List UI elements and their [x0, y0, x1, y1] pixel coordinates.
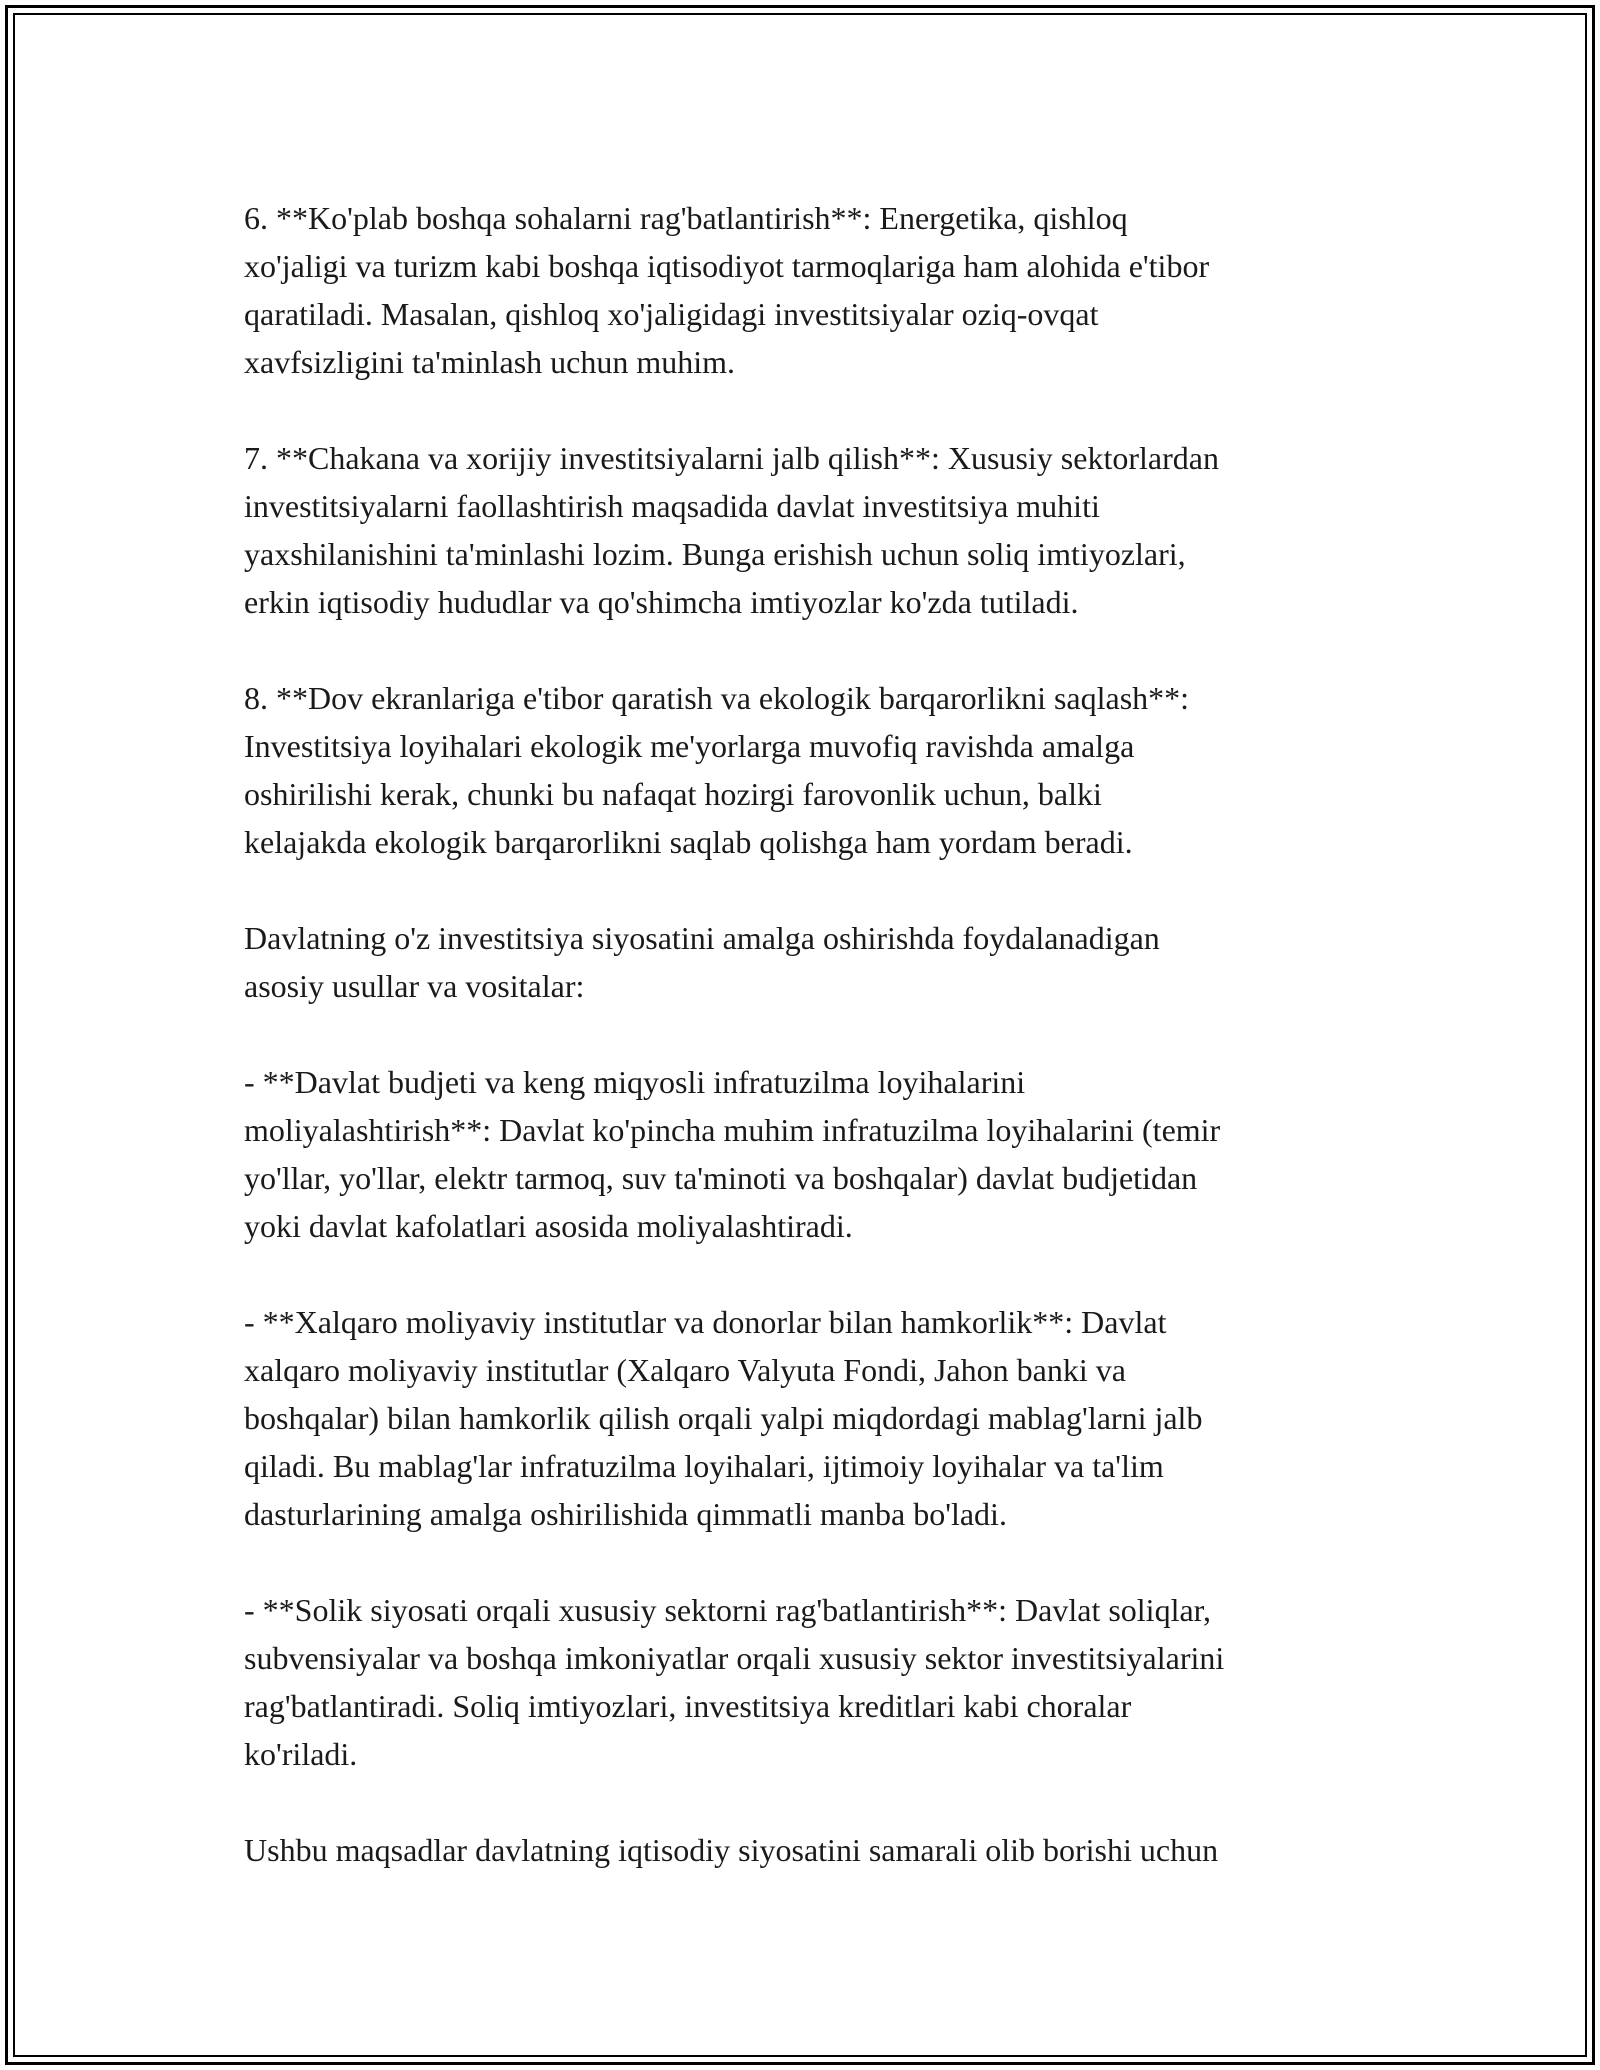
- text-line: qiladi. Bu mablag'lar infratuzilma loyihalari, ijtimoiy loyihalar va ta'lim: [244, 1448, 1164, 1484]
- text-line: kelajakda ekologik barqarorlikni saqlab qolishga ham yordam beradi.: [244, 824, 1133, 860]
- text-line: asosiy usullar va vositalar:: [244, 968, 585, 1004]
- text-line: oshirilishi kerak, chunki bu nafaqat hozirgi farovonlik uchun, balki: [244, 776, 1102, 812]
- paragraph-bullet-budget: [244, 1058, 1374, 1250]
- text-line: xo'jaligi va turizm kabi boshqa iqtisodiyot tarmoqlariga ham alohida e'tibor: [244, 248, 1210, 284]
- text-line: yoki davlat kafolatlari asosida moliyalashtiradi.: [244, 1208, 853, 1244]
- paragraph-conclusion: [244, 1826, 1374, 1874]
- paragraph-bullet-tax: [244, 1586, 1374, 1778]
- text-line: rag'batlantiradi. Soliq imtiyozlari, investitsiya kreditlari kabi choralar: [244, 1688, 1132, 1724]
- text-line: moliyalashtirish**: Davlat ko'pincha muhim infratuzilma loyihalarini (temir: [244, 1112, 1221, 1148]
- text-line: xalqaro moliyaviy institutlar (Xalqaro Valyuta Fondi, Jahon banki va: [244, 1352, 1126, 1388]
- text-line: 7. **Chakana va xorijiy investitsiyalarni jalb qilish**: Xususiy sektorlardan: [244, 440, 1219, 476]
- text-line: xavfsizligini ta'minlash uchun muhim.: [244, 344, 736, 380]
- paragraph-item-6: [244, 194, 1374, 386]
- text-line: dasturlarining amalga oshirilishida qimmatli manba bo'ladi.: [244, 1496, 1007, 1532]
- paragraph-item-7: [244, 434, 1374, 626]
- text-line: 8. **Dov ekranlariga e'tibor qaratish va ekologik barqarorlikni saqlash**:: [244, 680, 1190, 716]
- text-line: yo'llar, yo'llar, elektr tarmoq, suv ta'minoti va boshqalar) davlat budjetidan: [244, 1160, 1198, 1196]
- paragraph-item-8: [244, 674, 1374, 866]
- text-line: yaxshilanishini ta'minlashi lozim. Bunga erishish uchun soliq imtiyozlari,: [244, 536, 1186, 572]
- text-line: - **Solik siyosati orqali xususiy sektorni rag'batlantirish**: Davlat soliqlar,: [244, 1592, 1212, 1628]
- text-line: Davlatning o'z investitsiya siyosatini amalga oshirishda foydalanadigan: [244, 920, 1160, 956]
- page-border: [5, 5, 1595, 2065]
- paragraph-methods-intro: [244, 914, 1374, 1010]
- text-line: investitsiyalarni faollashtirish maqsadida davlat investitsiya muhiti: [244, 488, 1100, 524]
- text-line: erkin iqtisodiy hududlar va qo'shimcha imtiyozlar ko'zda tutiladi.: [244, 584, 1079, 620]
- text-line: Investitsiya loyihalari ekologik me'yorlarga muvofiq ravishda amalga: [244, 728, 1135, 764]
- document-body: [244, 194, 1374, 1922]
- text-line: subvensiyalar va boshqa imkoniyatlar orqali xususiy sektor investitsiyalarini: [244, 1640, 1225, 1676]
- paragraph-bullet-international: [244, 1298, 1374, 1538]
- text-line: - **Davlat budjeti va keng miqyosli infratuzilma loyihalarini: [244, 1064, 1026, 1100]
- text-line: qaratiladi. Masalan, qishloq xo'jaligidagi investitsiyalar oziq-ovqat: [244, 296, 1099, 332]
- text-line: - **Xalqaro moliyaviy institutlar va donorlar bilan hamkorlik**: Davlat: [244, 1304, 1167, 1340]
- text-line: 6. **Ko'plab boshqa sohalarni rag'batlantirish**: Energetika, qishloq: [244, 200, 1128, 236]
- text-line: ko'riladi.: [244, 1736, 358, 1772]
- text-line: Ushbu maqsadlar davlatning iqtisodiy siyosatini samarali olib borishi uchun: [244, 1832, 1219, 1868]
- text-line: boshqalar) bilan hamkorlik qilish orqali yalpi miqdordagi mablag'larni jalb: [244, 1400, 1203, 1436]
